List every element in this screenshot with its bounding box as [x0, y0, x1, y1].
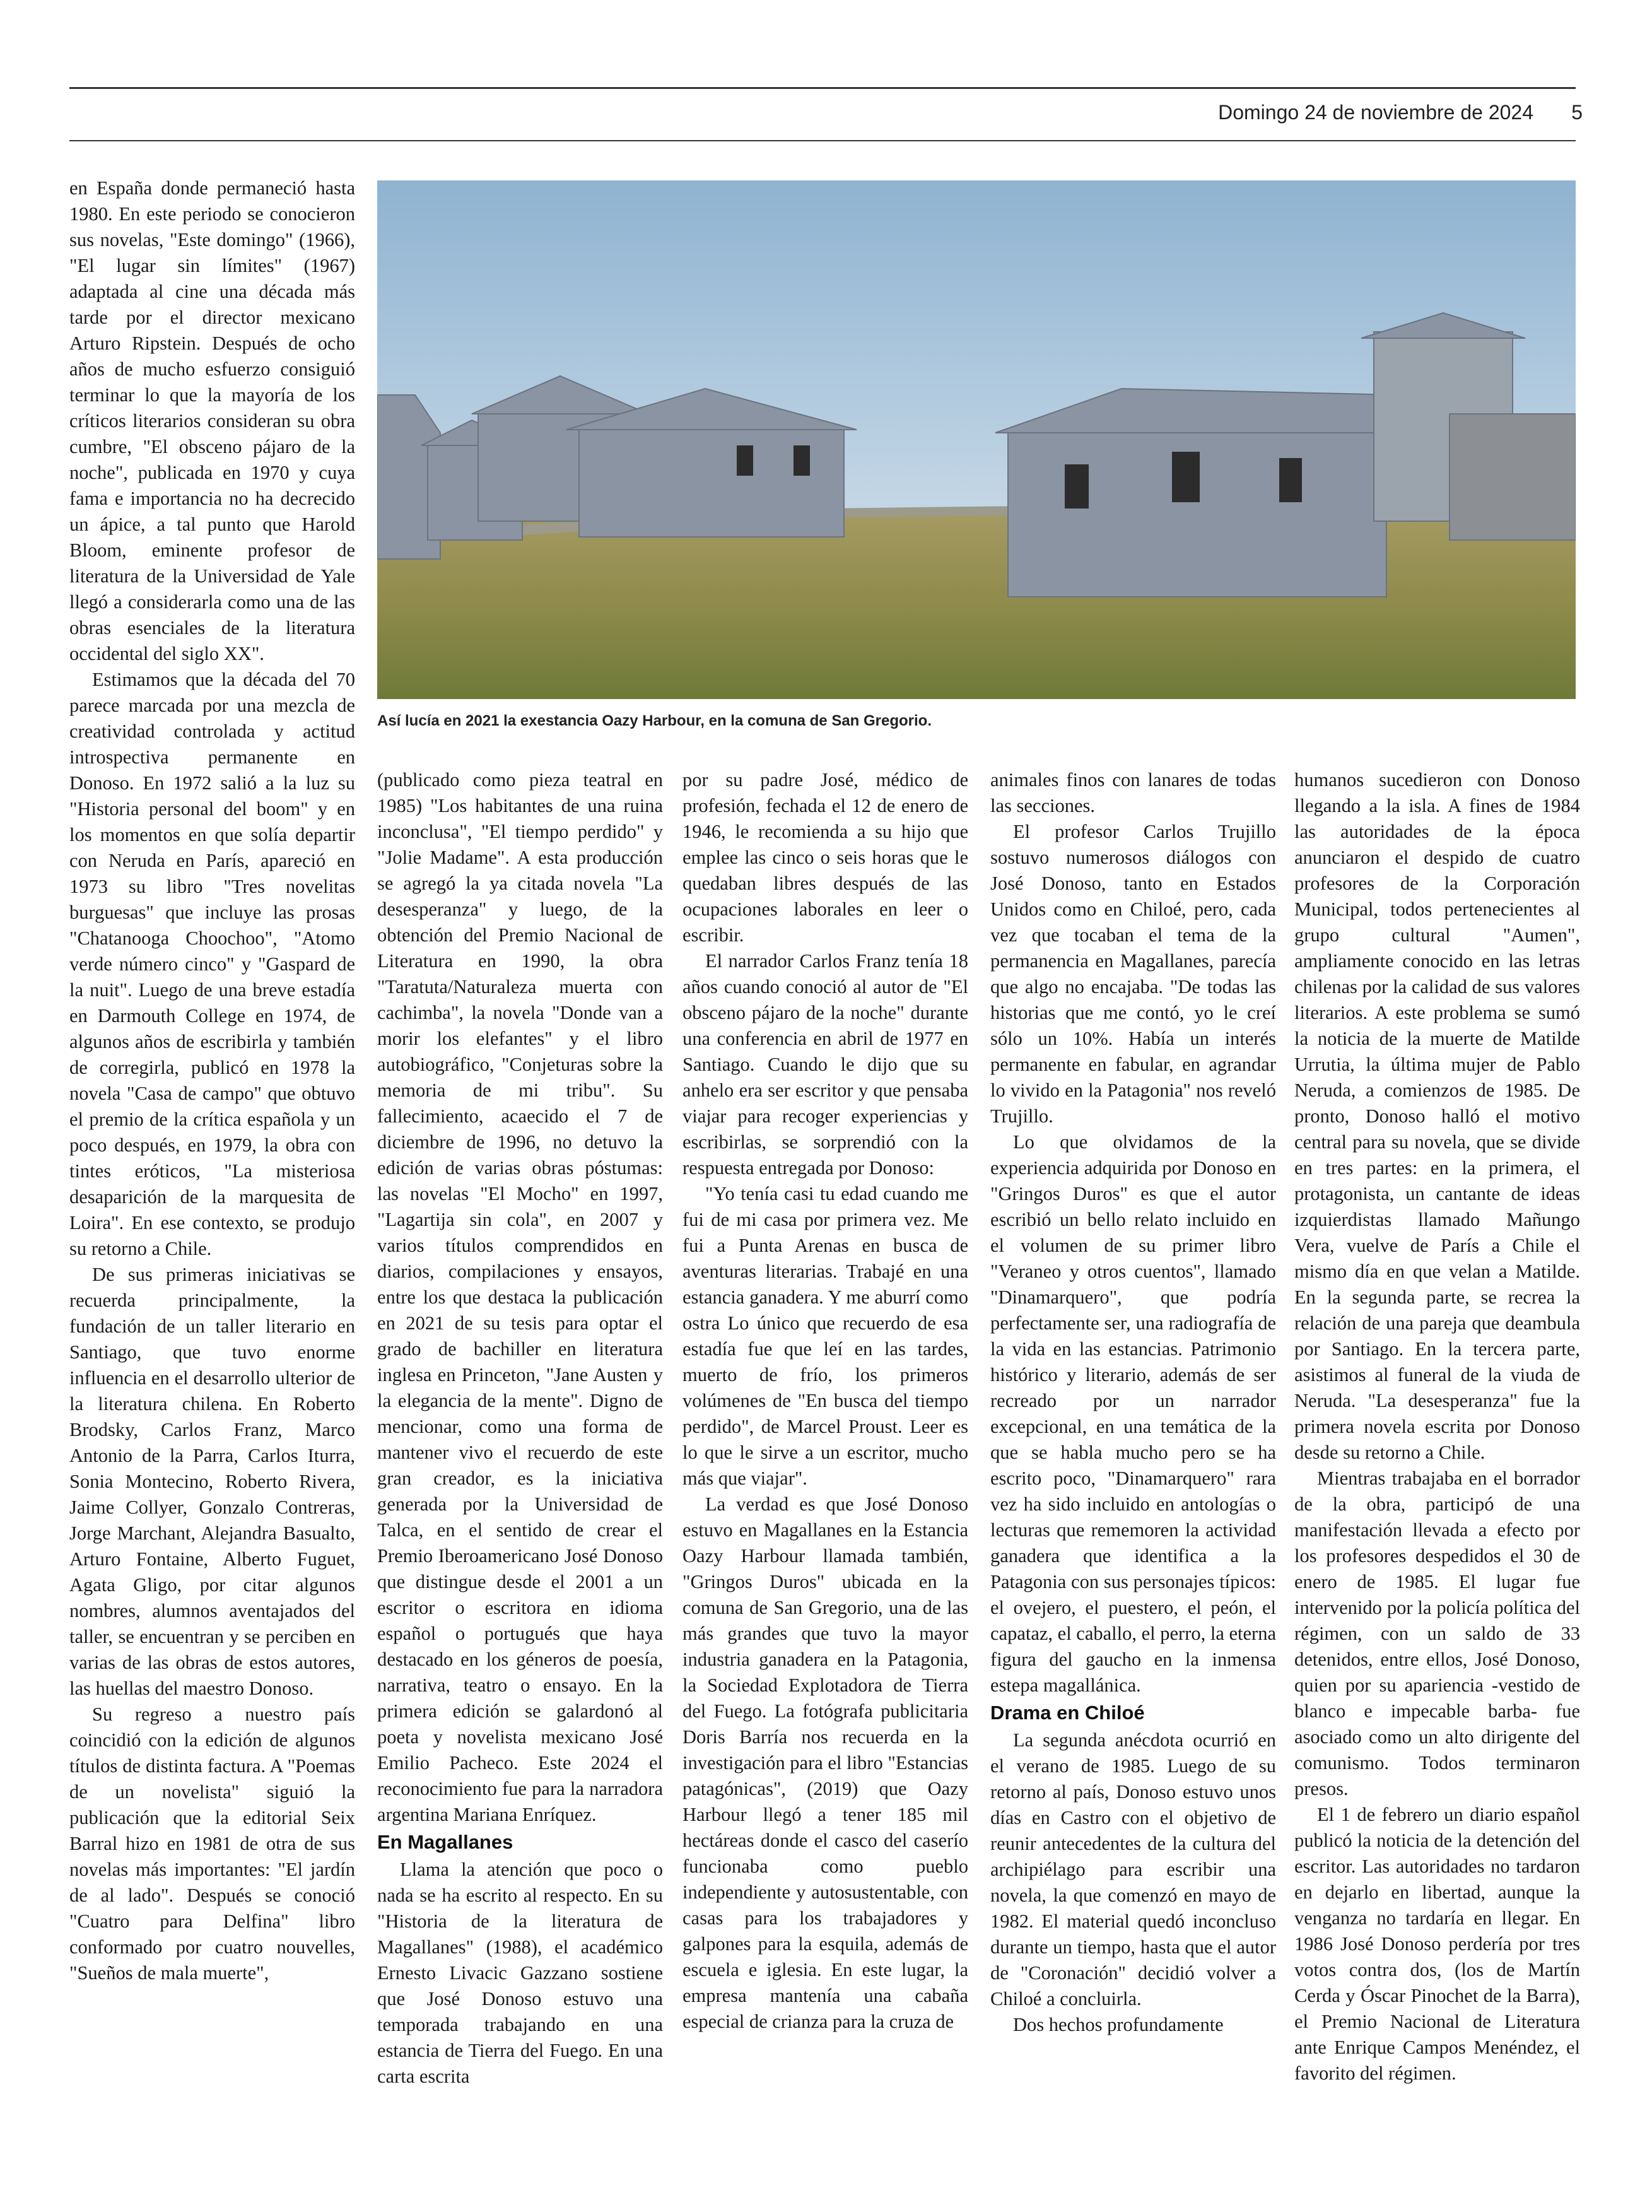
- article-paragraph: Mientras trabajaba en el borrador de la obra, participó de una manifestación llevada a efecto por los profesores despedidos el 30 de enero de 1985. El lugar fue intervenido por la policía política del régimen, con un saldo de 33 detenidos, entre ellos, José Donoso, quien por su apariencia -vestido de blanco e impecable barba- fue asociado como un alto dirigente del comunismo. Todos terminaron presos.: [1294, 1468, 1580, 1799]
- article-paragraph: Estimamos que la década del 70 parece marcada por una mezcla de creatividad controlada y actitud introspectiva permanente en Donoso. En 1972 salió a la luz su "Historia personal del boom" y en los momentos en que solía departir con Neruda en París, apareció en 1973 su libro "Tres novelitas burguesas" que incluye las prosas "Chatanooga Choochoo", "Atomo verde número cinco" y "Gaspard de la nuit". Luego de una breve estadía en Darmouth College en 1974, de algunos años de escribirla y también de corregirla, publicó en 1978 la novela "Casa de campo" que obtuvo el premio de la crítica española y un poco después, en 1979, la obra con tintes eróticos, "La misteriosa desaparición de la marquesita de Loira". En ese contexto, se produjo su retorno a Chile.: [69, 669, 355, 1259]
- article-photo: [377, 180, 1576, 699]
- article-paragraph: El narrador Carlos Franz tenía 18 años cuando conoció al autor de "El obsceno pájaro de la noche" durante una conferencia en abril de 1977 en Santiago. Cuando le dijo que su anhelo era ser escritor y que pensaba viajar para recoger experiencias y escribirlas, se sorprendió con la respuesta entregada por Donoso:: [682, 950, 968, 1179]
- article-column-1: [69, 175, 355, 2174]
- article-paragraph: animales finos con lanares de todas las secciones.: [990, 769, 1276, 816]
- page-number: 5: [1571, 101, 1583, 124]
- article-paragraph: La segunda anécdota ocurrió en el verano de 1985. Luego de su retorno al país, Donoso estuvo unos días en Castro con el objetivo de reunir antecedentes de la cultura del archipiélago para escribir una novela, la que comenzó en mayo de 1982. El material quedó inconcluso durante un tiempo, hasta que el autor de "Coronación" decidió volver a Chiloé a concluirla.: [990, 1729, 1276, 2009]
- article-paragraph: Su regreso a nuestro país coincidió con la edición de algunos títulos de distinta factura. A "Poemas de un novelista" siguió la publicación que la editorial Seix Barral hizo en 1981 de otra de sus novelas más importantes: "El jardín de al lado". Después se conoció "Cuatro para Delfina" libro conformado por cuatro nouvelles, "Sueños de mala muerte",: [69, 1703, 355, 1984]
- section-heading: En Magallanes: [377, 1831, 513, 1853]
- article-paragraph: en España donde permaneció hasta 1980. En este periodo se conocieron sus novelas, "Este domingo" (1966), "El lugar sin límites" (1967) adaptada al cine una década más tarde por el director mexicano Arturo Ripstein. Después de ocho años de mucho esfuerzo consiguió terminar lo que la mayoría de los críticos literarios consideran su obra cumbre, "El obsceno pájaro de la noche", publicada en 1970 y cuya fama e importancia no ha decrecido un ápice, a tal punto que Harold Bloom, eminente profesor de literatura de la Universidad de Yale llegó a considerarla como una de las obras esenciales de la literatura occidental del siglo XX".: [69, 177, 355, 664]
- issue-date: Domingo 24 de noviembre de 2024: [1218, 101, 1533, 124]
- photo-caption: Así lucía en 2021 la exestancia Oazy Harbour, en la comuna de San Gregorio.: [377, 712, 932, 729]
- article-paragraph: Llama la atención que poco o nada se ha escrito al respecto. En su "Historia de la literatura de Magallanes" (1988), el académico Ernesto Livacic Gazzano sostiene que José Donoso estuvo una temporada trabajando en una estancia de Tierra del Fuego. En una carta escrita: [377, 1859, 663, 2087]
- article-paragraph: El 1 de febrero un diario español publicó la noticia de la detención del escritor. Las autoridades no tardaron en dejarlo en libertad, aunque la venganza no tardaría en llegar. En 1986 José Donoso perdería por tres votos contra dos, (los de Martín Cerda y Óscar Pinochet de la Barra), el Premio Nacional de Literatura ante Enrique Campos Menéndez, el favorito del régimen.: [1294, 1804, 1580, 2084]
- article-paragraph: "Yo tenía casi tu edad cuando me fui de mi casa por primera vez. Me fui a Punta Arenas en busca de aventuras literarias. Trabajé en una estancia ganadera. Y me aburrí como ostra Lo único que recuerdo de esa estadía fue que leí en las tardes, muerto de frío, los primeros volúmenes de "En busca del tiempo perdido", de Marcel Proust. Leer es lo que le sirve a un escritor, mucho más que viajar".: [682, 1183, 968, 1489]
- article-paragraph: por su padre José, médico de profesión, fechada el 12 de enero de 1946, le recomienda a su hijo que emplee las cinco o seis horas que le quedaban libres después de las ocupaciones laborales en leer o escribir.: [682, 769, 968, 946]
- header-rule-top: [69, 87, 1576, 89]
- article-paragraph: Lo que olvidamos de la experiencia adquirida por Donoso en "Gringos Duros" es que el autor escribió un bello relato incluido en el volumen de su primer libro "Veraneo y otros cuentos", llamado "Dinamarquero", que podría perfectamente ser, una radiografía de la vida en las estancias. Patrimonio histórico y literario, además de ser recreado por un narrador excepcional, en una temática de la que se habla mucho pero se ha escrito poco, "Dinamarquero" rara vez ha sido incluido en antologías o lecturas que rememoren la actividad ganadera que identifica a la Patagonia con sus personajes típicos: el ovejero, el puestero, el peón, el capataz, el caballo, el perro, la eterna figura del gaucho en la inmensa estepa magallánica.: [990, 1131, 1276, 1696]
- article-paragraph: Dos hechos profundamente: [1013, 2014, 1224, 2035]
- article-paragraph: La verdad es que José Donoso estuvo en Magallanes en la Estancia Oazy Harbour llamada también, "Gringos Duros" ubicada en la comuna de San Gregorio, una de las más grandes que tuvo la mayor industria ganadera en la Patagonia, la Sociedad Explotadora de Tierra del Fuego. La fotógrafa publicitaria Doris Barría nos recuerda en la investigación para el libro "Estancias patagónicas", (2019) que Oazy Harbour llegó a tener 185 mil hectáreas donde el casco del caserío funcionaba como pueblo independiente y autosustentable, con casas para los trabajadores y galpones para la esquila, además de escuela e iglesia. En este lugar, la empresa mantenía una cabaña especial de crianza para la cruza de: [682, 1493, 968, 2032]
- article-paragraph: El profesor Carlos Trujillo sostuvo numerosos diálogos con José Donoso, tanto en Estados Unidos como en Chiloé, pero, cada vez que tocaban el tema de la permanencia en Magallanes, parecía que algo no encajaba. "De todas las historias que me contó, yo le creí sólo un 10%. Había un interés permanente en fabular, en agrandar lo vivido en la Patagonia" nos reveló Trujillo.: [990, 821, 1276, 1127]
- header-rule-bottom: [69, 140, 1576, 141]
- article-paragraph: De sus primeras iniciativas se recuerda principalmente, la fundación de un taller literario en Santiago, que tuvo enorme influencia en el desarrollo ulterior de la literatura chilena. En Roberto Brodsky, Carlos Franz, Marco Antonio de la Parra, Carlos Iturra, Sonia Montecino, Roberto Rivera, Jaime Collyer, Gonzalo Contreras, Jorge Marchant, Alejandra Basualto, Arturo Fontaine, Alberto Fuguet, Agata Gligo, por citar algunos nombres, alumnos aventajados del taller, se encuentran y se perciben en varias de las obras de estos autores, las huellas del maestro Donoso.: [69, 1264, 355, 1699]
- article-column-5: [1294, 767, 1580, 2174]
- section-heading: Drama en Chiloé: [990, 1702, 1145, 1724]
- article-column-2: [377, 767, 663, 2174]
- article-column-3: [682, 767, 968, 2174]
- article-column-4: [990, 767, 1276, 2174]
- article-paragraph: (publicado como pieza teatral en 1985) "Los habitantes de una ruina inconclusa", "El tiempo perdido" y "Jolie Madame". A esta producción se agregó la ya citada novela "La desesperanza" y luego, de la obtención del Premio Nacional de Literatura en 1990, la obra "Taratuta/Naturaleza muerta con cachimba", la novela "Donde van a morir los elefantes" y el libro autobiográfico, "Conjeturas sobre la memoria de mi tribu". Su fallecimiento, acaecido el 7 de diciembre de 1996, no detuvo la edición de varias obras póstumas: las novelas "El Mocho" en 1997, "Lagartija sin cola", en 2007 y varios títulos comprendidos en diarios, compilaciones y ensayos, entre los que destaca la publicación en 2021 de su tesis para optar el grado de bachiller en literatura inglesa en Princeton, "Jane Austen y la elegancia de la mente". Digno de mencionar, como una forma de mantener vivo el recuerdo de este gran creador, es la iniciativa generada por la Universidad de Talca, en el sentido de crear el Premio Iberoamericano José Donoso que distingue desde el 2001 a un escritor o escritora en idioma español o portugués que haya destacado en los géneros de poesía, narrativa, teatro o ensayo. En la primera edición se galardonó al poeta y novelista mexicano José Emilio Pacheco. Este 2024 el reconocimiento fue para la narradora argentina Mariana Enríquez.: [377, 769, 663, 1825]
- article-paragraph: humanos sucedieron con Donoso llegando a la isla. A fines de 1984 las autoridades de la época anunciaron el despido de cuatro profesores de la Corporación Municipal, todos pertenecientes al grupo cultural "Aumen", ampliamente conocido en las letras chilenas por la calidad de sus valores literarios. A este problema se sumó la noticia de la muerte de Matilde Urrutia, la última mujer de Pablo Neruda, a comienzos de 1985. De pronto, Donoso halló el motivo central para su novela, que se divide en tres partes: en la primera, el protagonista, un cantante de ideas izquierdistas llamado Mañungo Vera, vuelve de París a Chile el mismo día en que velan a Matilde. En la segunda parte, se recrea la relación de una pareja que deambula por Santiago. En la tercera parte, asistimos al funeral de la viuda de Neruda. "La desesperanza" fue la primera novela escrita por Donoso desde su retorno a Chile.: [1294, 769, 1580, 1463]
